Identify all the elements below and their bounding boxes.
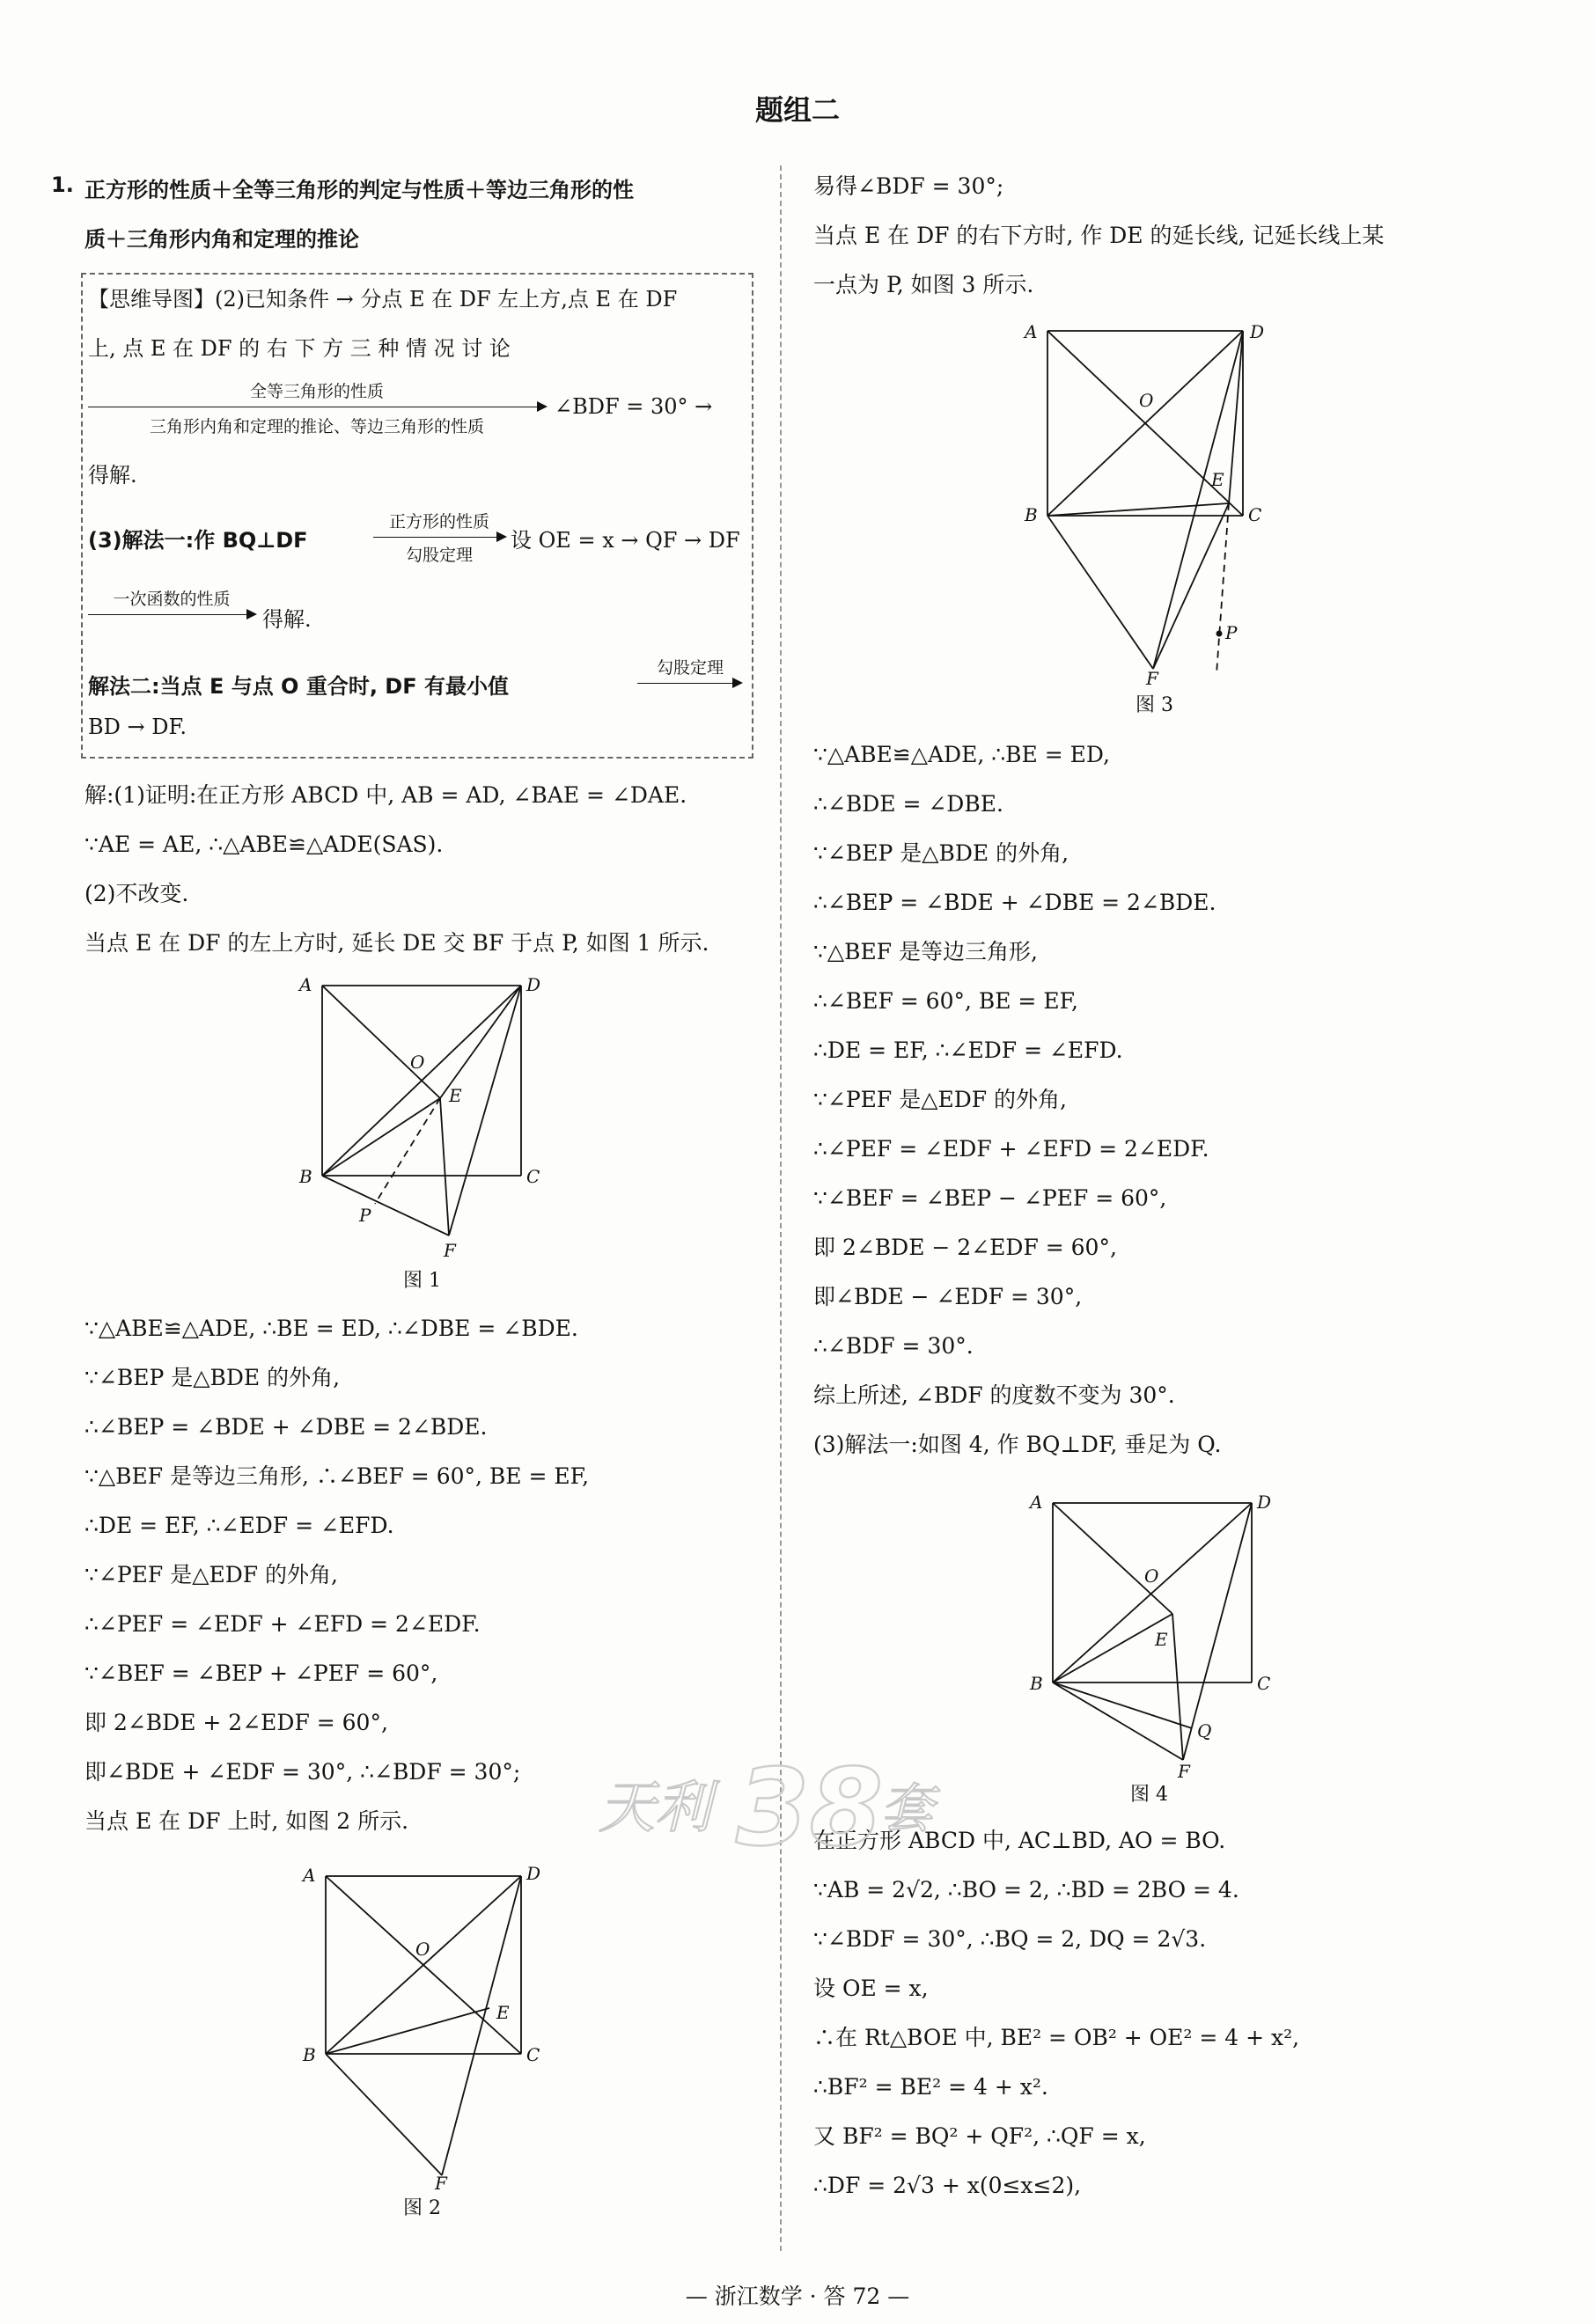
label-E: E: [1211, 469, 1224, 490]
text-line: ∴∠BEP = ∠BDE + ∠DBE = 2∠BDE.: [85, 1414, 488, 1440]
text-line: 解:(1)证明:在正方形 ABCD 中, AB = AD, ∠BAE = ∠DAE.: [85, 782, 687, 808]
text-line: 又 BF² = BQ² + QF², ∴QF = x,: [813, 2123, 1146, 2149]
arrow3-top-label: 一次函数的性质: [113, 590, 231, 609]
arrow1-bottom-label: 三角形内角和定理的推论、等边三角形的性质: [149, 417, 484, 436]
text-line: ∴∠BDE = ∠DBE.: [813, 791, 1003, 817]
text-line: 当点 E 在 DF 的右下方时, 作 DE 的延长线, 记延长线上某: [813, 223, 1385, 248]
figure-4: [1021, 1482, 1285, 1807]
label-F: F: [435, 2173, 447, 2194]
page-title: 题组二: [754, 93, 840, 127]
text-line: ∵AB = 2√2, ∴BO = 2, ∴BD = 2BO = 4.: [813, 1877, 1239, 1902]
arrow3: [88, 614, 255, 615]
page-footer: — 浙江数学 · 答 72 —: [685, 2284, 910, 2309]
text-line: 一点为 P, 如图 3 所示.: [813, 272, 1034, 297]
label-F: F: [444, 1240, 456, 1261]
text-line: ∴∠PEF = ∠EDF + ∠EFD = 2∠EDF.: [813, 1136, 1209, 1162]
text-line: ∵∠BEP 是△BDE 的外角,: [85, 1365, 341, 1390]
label-A: A: [1030, 1492, 1043, 1513]
text-line: ∵∠BEP 是△BDE 的外角,: [813, 840, 1069, 866]
right-block-1: [813, 162, 1384, 310]
figure-4-caption: 图 4: [1130, 1784, 1168, 1806]
text-line: ∵AE = AE, ∴△ABE≌△ADE(SAS).: [85, 832, 444, 857]
arrow2-top-label: 正方形的性质: [388, 512, 489, 532]
label-D: D: [526, 974, 541, 995]
label-O: O: [410, 1052, 425, 1073]
label-A: A: [303, 1865, 316, 1886]
question-heading-1: 正方形的性质＋全等三角形的判定与性质＋等边三角形的性: [85, 178, 634, 202]
mind-map-line-5b: 设 OE = x → QF → DF: [511, 528, 740, 553]
mind-map-line-6b: 得解.: [262, 607, 312, 632]
text-line: 易得∠BDF = 30°;: [813, 173, 1004, 199]
arrow4: [637, 683, 741, 684]
text-line: ∴∠BDF = 30°.: [813, 1333, 974, 1359]
text-line: ∴∠BEP = ∠BDE + ∠DBE = 2∠BDE.: [813, 890, 1216, 915]
text-line: ∴DF = 2√3 + x(0≤x≤2),: [813, 2173, 1082, 2198]
label-E: E: [496, 2002, 510, 2023]
text-line: 在正方形 ABCD 中, AC⊥BD, AO = BO.: [813, 1828, 1226, 1853]
right-block-3: [813, 1816, 1299, 2210]
arrow2-bottom-label: 勾股定理: [405, 546, 473, 565]
label-O: O: [1139, 390, 1154, 411]
label-F: F: [1146, 668, 1158, 689]
text-line: 当点 E 在 DF 上时, 如图 2 所示.: [85, 1808, 409, 1834]
text-line: 即∠BDE + ∠EDF = 30°, ∴∠BDF = 30°;: [85, 1759, 521, 1785]
text-line: ∵∠PEF 是△EDF 的外角,: [813, 1087, 1067, 1112]
label-O: O: [1144, 1565, 1159, 1587]
text-line: 当点 E 在 DF 的左上方时, 延长 DE 交 BF 于点 P, 如图 1 所示.: [85, 930, 709, 956]
left-block-2: [85, 1304, 589, 1846]
mind-map-line-8: BD → DF.: [88, 715, 187, 739]
label-B: B: [303, 2044, 316, 2065]
text-line: ∵∠BDF = 30°, ∴BQ = 2, DQ = 2√3.: [813, 1926, 1207, 1952]
text-line: ∴DE = EF, ∴∠EDF = ∠EFD.: [85, 1513, 394, 1538]
text-line: ∴BF² = BE² = 4 + x².: [813, 2074, 1048, 2100]
label-P: P: [359, 1205, 371, 1226]
label-D: D: [1257, 1492, 1272, 1513]
mind-map-line-7a: 解法二:当点 E 与点 O 重合时, DF 有最小值: [88, 674, 509, 699]
text-line: (2)不改变.: [85, 881, 189, 906]
text-line: (3)解法一:如图 4, 作 BQ⊥DF, 垂足为 Q.: [813, 1432, 1222, 1457]
text-line: ∵∠PEF 是△EDF 的外角,: [85, 1562, 338, 1587]
svg-text:套: 套: [880, 1778, 933, 1840]
label-C: C: [526, 1166, 540, 1187]
text-line: 即 2∠BDE − 2∠EDF = 60°,: [813, 1235, 1117, 1260]
mind-map-line-4: 得解.: [88, 463, 137, 488]
text-line: ∵△BEF 是等边三角形, ∴∠BEF = 60°, BE = EF,: [85, 1463, 590, 1489]
mind-map-line-2: 上, 点 E 在 DF 的 右 下 方 三 种 情 况 讨 论: [88, 336, 511, 361]
mind-map-box: [81, 273, 753, 759]
figure-2: [290, 1846, 572, 2225]
text-line: ∵△BEF 是等边三角形,: [813, 939, 1038, 964]
text-line: ∵∠BEF = ∠BEP + ∠PEF = 60°,: [85, 1661, 438, 1686]
text-line: ∵△ABE≌△ADE, ∴BE = ED,: [813, 742, 1110, 767]
text-line: ∵∠BEF = ∠BEP − ∠PEF = 60°,: [813, 1185, 1167, 1211]
figure-1: [290, 968, 555, 1294]
figure-2-caption: 图 2: [403, 2197, 441, 2219]
arrow4-top-label: 勾股定理: [656, 658, 724, 678]
question-number: 1.: [51, 172, 74, 197]
figure-3-caption: 图 3: [1136, 694, 1173, 716]
watermark-logo: [581, 1751, 986, 1866]
column-divider: [780, 165, 782, 2251]
text-line: 设 OE = x,: [813, 1976, 929, 2001]
label-Q: Q: [1197, 1720, 1212, 1741]
figure-1-caption: 图 1: [403, 1270, 441, 1292]
label-A: A: [299, 974, 312, 995]
label-E: E: [1155, 1629, 1168, 1650]
label-B: B: [299, 1166, 312, 1187]
label-C: C: [526, 2044, 540, 2065]
text-line: ∴DE = EF, ∴∠EDF = ∠EFD.: [813, 1037, 1123, 1063]
label-O: O: [415, 1939, 430, 1960]
text-line: 即∠BDE − ∠EDF = 30°,: [813, 1284, 1083, 1309]
arrow1-result: ∠BDF = 30° →: [555, 394, 713, 419]
text-line: 综上所述, ∠BDF 的度数不变为 30°.: [813, 1382, 1175, 1408]
arrow2: [373, 537, 505, 538]
mind-map-line-5a: (3)解法一:作 BQ⊥DF: [88, 528, 308, 553]
svg-text:38: 38: [736, 1751, 883, 1866]
text-line: ∵△ABE≌△ADE, ∴BE = ED, ∴∠DBE = ∠BDE.: [85, 1316, 578, 1341]
label-C: C: [1257, 1673, 1271, 1694]
label-B: B: [1025, 504, 1038, 525]
label-E: E: [449, 1085, 462, 1106]
mind-map-line-1: 【思维导图】(2)已知条件 → 分点 E 在 DF 左上方,点 E 在 DF: [88, 287, 678, 312]
text-line: ∴在 Rt△BOE 中, BE² = OB² + OE² = 4 + x²,: [813, 2025, 1300, 2050]
arrow1-top-label: 全等三角形的性质: [249, 382, 384, 401]
label-D: D: [526, 1863, 541, 1884]
label-F: F: [1178, 1761, 1190, 1782]
label-D: D: [1250, 321, 1265, 342]
right-block-2: [813, 730, 1221, 1470]
label-A: A: [1025, 321, 1038, 342]
text-line: 即 2∠BDE + 2∠EDF = 60°,: [85, 1710, 388, 1735]
figure-3: [1012, 313, 1294, 718]
question-heading-2: 质＋三角形内角和定理的推论: [85, 227, 359, 252]
text-line: ∴∠BEF = 60°, BE = EF,: [813, 988, 1078, 1014]
left-block-1: [85, 771, 709, 968]
text-line: ∴∠PEF = ∠EDF + ∠EFD = 2∠EDF.: [85, 1611, 481, 1637]
svg-text:天利: 天利: [599, 1776, 711, 1841]
label-P: P: [1225, 622, 1238, 643]
label-C: C: [1248, 504, 1262, 525]
label-B: B: [1030, 1673, 1043, 1694]
